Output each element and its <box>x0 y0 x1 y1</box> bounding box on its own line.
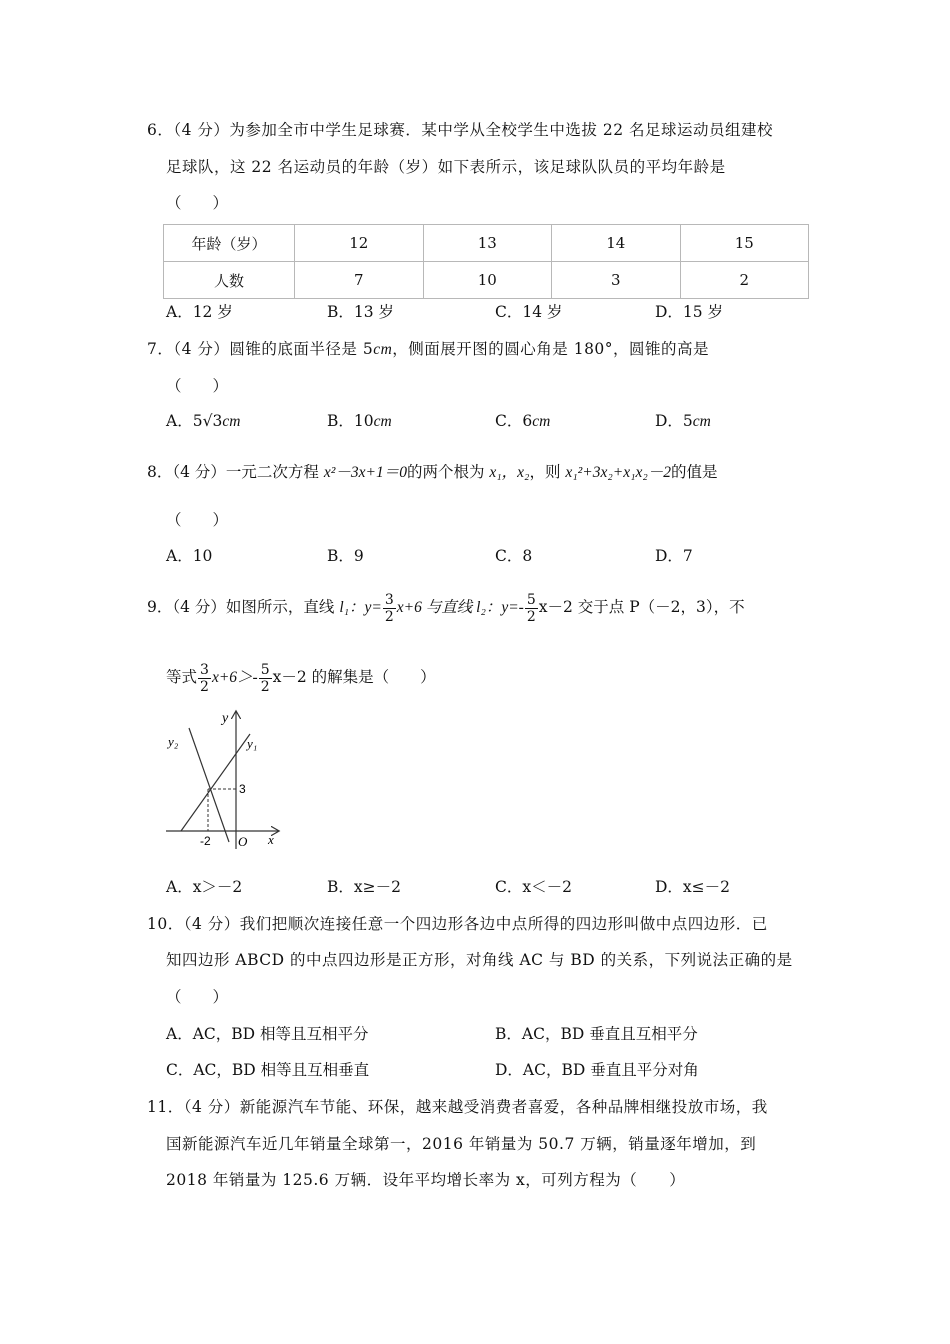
q6-option-c[interactable]: C．14 岁 <box>495 303 563 321</box>
q7-option-b-unit: cm <box>373 413 392 430</box>
fraction-numerator: 5 <box>526 591 536 608</box>
q7-option-c-label: C．6 <box>495 412 533 430</box>
graph-label-3: 3 <box>239 782 246 796</box>
graph-label-y2: y₂ <box>168 734 179 749</box>
q9-ineq-fraction-1 <box>198 662 211 695</box>
q7-option-a-unit: cm <box>222 413 241 430</box>
fraction-numerator: 5 <box>260 661 270 678</box>
q6-option-a[interactable]: A．12 岁 <box>166 303 233 321</box>
fraction-numerator: 3 <box>384 591 394 608</box>
q8-option-c[interactable]: C．8 <box>495 547 533 565</box>
q8-option-a[interactable]: A．10 <box>166 547 213 565</box>
q8-answer-paren: （ ） <box>166 511 229 529</box>
q9-option-b[interactable]: B．x≥－2 <box>327 878 401 896</box>
table-row <box>164 225 809 262</box>
q11-stem-line1: 11．（4 分）新能源汽车节能、环保，越来越受消费者喜爱，各种品牌相继投放市场，我 <box>147 1098 768 1116</box>
table-cell: 2 <box>680 262 809 299</box>
graph-label-y: y <box>222 711 229 726</box>
q7-stem-b: ，侧面展开图的圆心角是 180°，圆锥的高是 <box>392 340 710 358</box>
graph-label-y1: y₁ <box>247 736 258 751</box>
q10-stem-line1: 10．（4 分）我们把顺次连接任意一个四边形各边中点所得的四边形叫做中点四边形．已 <box>147 915 768 933</box>
fraction-denominator: 2 <box>200 678 209 695</box>
q9-ineq-end: x－2 的解集是（ ） <box>272 668 436 686</box>
q7-stem-a: 7．（4 分）圆锥的底面半径是 5 <box>147 340 374 358</box>
q8-expression: x₁²+3x₂+x₁x₂－2 <box>565 464 672 481</box>
q7-answer-paren: （ ） <box>166 377 229 395</box>
q8-stem-then: ，则 <box>529 463 566 481</box>
q6-option-b[interactable]: B．13 岁 <box>327 303 395 321</box>
q8-stem-mid: 的两个根为 <box>406 463 490 481</box>
table-cell: 年龄（岁） <box>164 225 295 262</box>
q10-answer-paren: （ ） <box>166 988 229 1006</box>
q7-option-d[interactable] <box>655 411 711 432</box>
fraction-denominator: 2 <box>526 608 536 625</box>
table-cell: 13 <box>423 225 552 262</box>
fraction-denominator: 2 <box>384 608 394 625</box>
graph-label-x: x <box>268 832 274 847</box>
q7-option-b[interactable] <box>327 411 392 432</box>
fraction-denominator: 2 <box>260 678 270 695</box>
table-cell: 7 <box>295 262 424 299</box>
q10-stem-line2: 知四边形 ABCD 的中点四边形是正方形，对角线 AC 与 BD 的关系，下列说法正确的是 <box>166 951 793 969</box>
q10-option-c[interactable]: C．AC，BD 相等且互相垂直 <box>166 1061 370 1079</box>
q7-option-d-label: D．5 <box>655 412 693 430</box>
q8-option-d[interactable]: D．7 <box>655 547 693 565</box>
q8-option-b[interactable]: B．9 <box>327 547 364 565</box>
q7-option-c[interactable] <box>495 411 550 432</box>
q7-stem <box>147 339 709 360</box>
q8-roots: x₁，x₂ <box>489 464 530 481</box>
q9-line2-label: l₂：y=- <box>476 599 524 616</box>
q8-stem <box>147 462 718 483</box>
q9-stem-pre: 9．（4 分）如图所示，直线 <box>147 598 340 616</box>
q9-line1-tail: x+6 与直线 <box>396 599 477 616</box>
table-cell: 15 <box>680 225 809 262</box>
q10-option-d[interactable]: D．AC，BD 垂直且平分对角 <box>495 1061 699 1079</box>
table-cell: 10 <box>423 262 552 299</box>
graph-label-origin: O <box>238 834 248 849</box>
q9-ineq-fraction-2 <box>259 662 272 695</box>
q11-stem-line2: 国新能源汽车近几年销量全球第一，2016 年销量为 50.7 万辆，销量逐年增加，到 <box>166 1135 757 1153</box>
q9-line-graph <box>158 704 288 854</box>
table-cell: 14 <box>552 225 681 262</box>
q11-stem-line3: 2018 年销量为 125.6 万辆．设年平均增长率为 x，可列方程为（ ） <box>166 1171 686 1189</box>
sqrt-icon: √3 <box>202 412 223 430</box>
q7-option-d-unit: cm <box>692 413 711 430</box>
q6-stem-line2: 足球队，这 22 名运动员的年龄（岁）如下表所示，该足球队队员的平均年龄是 <box>166 158 726 176</box>
q10-option-a[interactable]: A．AC，BD 相等且互相平分 <box>166 1025 369 1043</box>
table-cell: 12 <box>295 225 424 262</box>
q9-line2-tail: x－2 交于点 P（－2，3），不 <box>538 598 745 616</box>
q7-option-c-unit: cm <box>532 413 551 430</box>
table-cell: 3 <box>552 262 681 299</box>
graph-label-neg2: -2 <box>200 834 211 848</box>
q7-option-b-label: B．10 <box>327 412 374 430</box>
q7-option-a-label: A．5 <box>166 412 203 430</box>
table-cell: 人数 <box>164 262 295 299</box>
table-row <box>164 262 809 299</box>
q9-inequality <box>166 660 436 695</box>
q9-ineq-mid: x+6＞- <box>211 669 258 686</box>
q6-option-d[interactable]: D．15 岁 <box>655 303 724 321</box>
q8-stem-pre: 8．（4 分）一元二次方程 <box>147 463 324 481</box>
q6-age-table <box>163 224 809 299</box>
q9-option-a[interactable]: A．x＞－2 <box>166 878 243 896</box>
q9-option-c[interactable]: C．x＜－2 <box>495 878 572 896</box>
fraction-numerator: 3 <box>200 661 209 678</box>
q9-fraction-2 <box>525 592 538 625</box>
q7-unit: cm <box>373 341 393 358</box>
q9-fraction-1 <box>383 592 396 625</box>
q7-option-a[interactable] <box>166 411 240 432</box>
q8-stem-end: 的值是 <box>671 463 718 481</box>
q9-stem <box>147 590 745 625</box>
q9-ineq-pre: 等式 <box>166 668 198 686</box>
q9-option-d[interactable]: D．x≤－2 <box>655 878 731 896</box>
q9-line1-label: l₁：y= <box>339 599 382 616</box>
line-y2 <box>189 728 229 842</box>
q8-equation: x²－3x+1＝0 <box>323 464 407 481</box>
q10-option-b[interactable]: B．AC，BD 垂直且互相平分 <box>495 1025 698 1043</box>
q6-stem-line1: 6．（4 分）为参加全市中学生足球赛．某中学从全校学生中选拔 22 名足球运动员组建校 <box>147 121 773 139</box>
q6-answer-paren: （ ） <box>166 194 229 212</box>
